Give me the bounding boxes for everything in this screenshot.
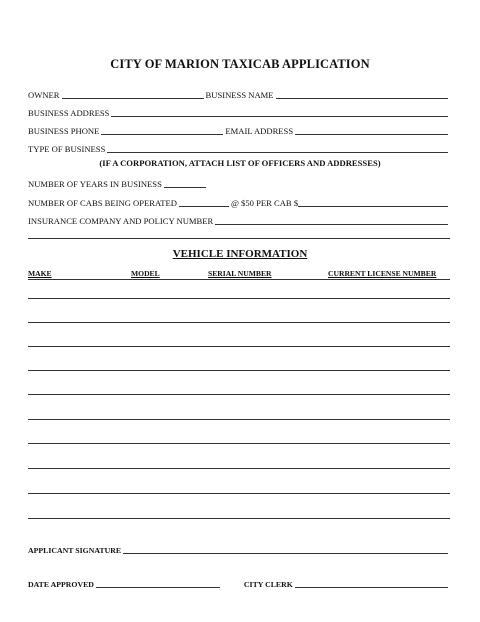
type-of-business-label: TYPE OF BUSINESS xyxy=(28,144,106,154)
insurance-label: INSURANCE COMPANY AND POLICY NUMBER xyxy=(28,216,214,226)
type-of-business-field[interactable] xyxy=(107,143,448,153)
years-in-business-label: NUMBER OF YEARS IN BUSINESS xyxy=(28,179,162,189)
date-approved-field[interactable] xyxy=(96,578,220,588)
vehicle-entry-line[interactable] xyxy=(28,443,450,444)
vehicle-entry-line[interactable] xyxy=(28,298,450,299)
applicant-signature-field[interactable] xyxy=(123,544,448,554)
vehicle-header-underline xyxy=(28,279,450,280)
owner-label: OWNER xyxy=(28,90,60,100)
vehicle-entry-line[interactable] xyxy=(28,346,450,347)
per-cab-label: @ $50 PER CAB $ xyxy=(230,198,299,208)
column-serial-number: SERIAL NUMBER xyxy=(208,269,272,278)
applicant-signature-label: APPLICANT SIGNATURE xyxy=(28,546,122,555)
date-approved-label: DATE APPROVED xyxy=(28,580,94,589)
business-address-field[interactable] xyxy=(111,107,448,117)
column-model: MODEL xyxy=(131,269,160,278)
business-name-label: BUSINESS NAME xyxy=(205,90,274,100)
years-in-business-row xyxy=(28,175,450,189)
business-phone-field[interactable] xyxy=(101,125,223,135)
vehicle-entry-line[interactable] xyxy=(28,419,450,420)
column-make: MAKE xyxy=(28,269,52,278)
city-clerk-field[interactable] xyxy=(295,578,448,588)
cabs-operated-field[interactable] xyxy=(179,197,229,207)
email-address-label: EMAIL ADDRESS xyxy=(225,126,294,136)
insurance-row xyxy=(28,212,450,226)
business-phone-row xyxy=(28,122,450,136)
business-address-row xyxy=(28,104,450,118)
city-clerk-label: CITY CLERK xyxy=(243,580,293,589)
type-of-business-row xyxy=(28,140,450,154)
years-in-business-field[interactable] xyxy=(164,178,206,188)
vehicle-entry-line[interactable] xyxy=(28,370,450,371)
cab-fee-total-field[interactable] xyxy=(298,197,448,207)
approval-row xyxy=(28,575,450,589)
vehicle-entry-line[interactable] xyxy=(28,493,450,494)
vehicle-entry-line[interactable] xyxy=(28,322,450,323)
owner-field[interactable] xyxy=(62,89,204,99)
vehicle-entry-line[interactable] xyxy=(28,518,450,519)
vehicle-section-title: VEHICLE INFORMATION xyxy=(172,248,308,260)
business-phone-label: BUSINESS PHONE xyxy=(28,126,100,136)
vehicle-entry-line[interactable] xyxy=(28,468,450,469)
insurance-field[interactable] xyxy=(215,215,448,225)
business-address-label: BUSINESS ADDRESS xyxy=(28,108,110,118)
cabs-operated-row xyxy=(28,194,450,208)
form-title: CITY OF MARION TAXICAB APPLICATION xyxy=(110,57,370,71)
email-address-field[interactable] xyxy=(295,125,448,135)
vehicle-entry-line[interactable] xyxy=(28,394,450,395)
corporation-note: (IF A CORPORATION, ATTACH LIST OF OFFICERS AND ADDRESSES) xyxy=(99,158,381,168)
applicant-signature-row xyxy=(28,541,450,555)
cabs-operated-label: NUMBER OF CABS BEING OPERATED xyxy=(28,198,177,208)
business-name-field[interactable] xyxy=(276,89,448,99)
insurance-continuation-line[interactable] xyxy=(28,238,450,239)
column-current-license-number: CURRENT LICENSE NUMBER xyxy=(328,269,437,278)
owner-row xyxy=(28,86,450,100)
